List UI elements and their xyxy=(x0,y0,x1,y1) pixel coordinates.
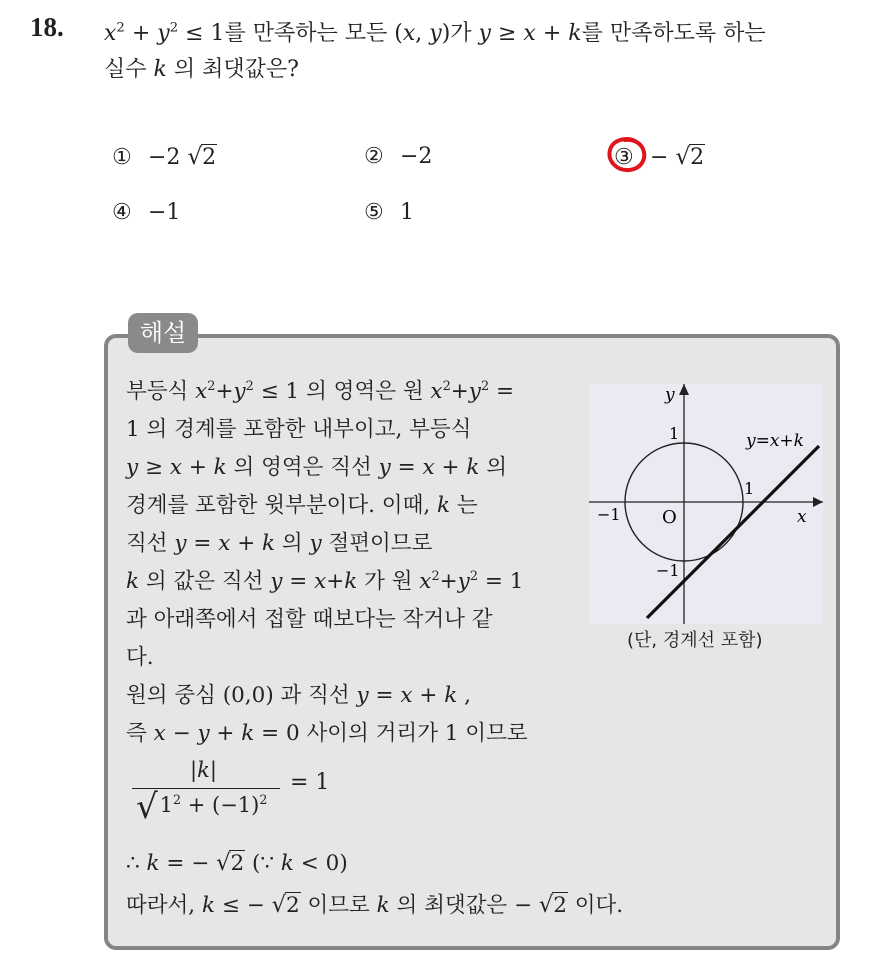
solution-line-12: 따라서, k ≤ − √2 이므로 k 의 최댓값은 − √2 이다. xyxy=(126,892,624,918)
question-text-line1: $x^2 + y^2 \le 1$를 만족하는 모든 (x, y)가 y ≥ x + k를 만족하도록 하는 xyxy=(104,20,766,46)
graph-caption: (단, 경계선 포함) xyxy=(627,630,763,651)
origin-label: O xyxy=(662,507,677,528)
choice-2[interactable]: ② −2 xyxy=(364,144,433,169)
solution-line-6: k 의 값은 직선 y = x+k 가 원 $x^2+y^2 = 1$ xyxy=(126,568,524,594)
choice-1[interactable]: ① −2 √2 xyxy=(112,144,217,170)
solution-line-11: ∴ k = − √2 (∵ k < 0) xyxy=(126,850,348,876)
question-number: 18. xyxy=(30,12,64,42)
line-equation-label: y=x+k xyxy=(746,431,804,451)
x-tick-1: 1 xyxy=(744,479,755,498)
solution-line-2: 1 의 경계를 포함한 내부이고, 부등식 xyxy=(126,417,472,442)
solution-tag: 해설 xyxy=(128,313,198,353)
x-axis-label: x xyxy=(797,507,807,527)
x-tick-neg1: −1 xyxy=(597,505,621,524)
choice-5[interactable]: ⑤ 1 xyxy=(364,200,414,225)
circle-line-graph xyxy=(589,384,823,624)
fraction-equals: = 1 xyxy=(290,770,330,795)
solution-line-4: 경계를 포함한 윗부분이다. 이때, k 는 xyxy=(126,493,478,518)
solution-line-5: 직선 y = x + k 의 y 절편이므로 xyxy=(126,531,433,556)
y-tick-neg1: −1 xyxy=(656,561,680,580)
distance-fraction xyxy=(126,758,286,838)
fraction-denominator: $√1^2 + (-1)^2$ xyxy=(136,787,268,827)
choice-3[interactable]: ③ − √2 xyxy=(614,144,705,170)
y-tick-1: 1 xyxy=(669,424,680,443)
solution-line-10: 즉 x − y + k = 0 사이의 거리가 1 이므로 xyxy=(126,721,528,746)
solution-line-1: 부등식 $x^2+y^2 \le 1$ 의 영역은 원 $x^2+y^2$ = xyxy=(126,378,514,404)
choice-4[interactable]: ④ −1 xyxy=(112,200,181,225)
question-text-line2: 실수 k 의 최댓값은? xyxy=(104,57,299,82)
solution-line-8: 다. xyxy=(126,645,154,670)
solution-line-9: 원의 중심 (0,0) 과 직선 y = x + k , xyxy=(126,683,471,708)
solution-line-3: y ≥ x + k 의 영역은 직선 y = x + k 의 xyxy=(126,455,507,480)
fraction-numerator: |k| xyxy=(190,758,217,782)
solution-line-7: 과 아래쪽에서 접할 때보다는 작거나 같 xyxy=(126,607,493,632)
graph-background xyxy=(589,384,823,624)
answer-mark-circle xyxy=(605,136,649,176)
y-axis-label: y xyxy=(665,385,675,405)
